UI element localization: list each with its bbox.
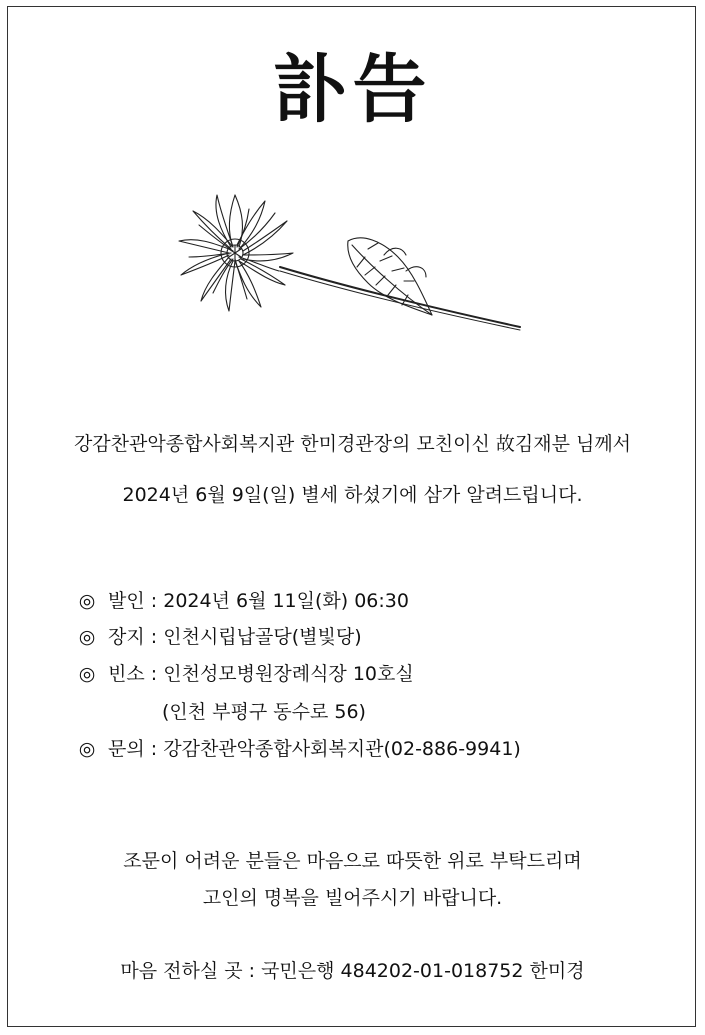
detail-text-mourning-hall: 빈소 : 인천성모병원장례식장 10호실	[108, 663, 414, 685]
detail-text-inquiry: 문의 : 강감찬관악종합사회복지관(02-886-9941)	[108, 738, 521, 760]
detail-row-departure	[72, 588, 409, 614]
detail-text-departure: 발인 : 2024년 6월 11일(화) 06:30	[108, 590, 409, 612]
closing-line-1: 조문이 어려운 분들은 마음으로 따뜻한 위로 부탁드리며	[123, 850, 582, 872]
announcement-line-1: 강감찬관악종합사회복지관 한미경관장의 모친이신 故김재분 님께서	[73, 433, 632, 455]
bullet-mark: ◎	[78, 590, 96, 612]
chrysanthemum-illustration	[170, 175, 530, 340]
detail-row-inquiry	[72, 736, 521, 762]
flower-head-drawing	[179, 195, 293, 311]
page-title: 訃告	[272, 47, 433, 133]
detail-row-mourning-hall	[72, 661, 414, 687]
bullet-mark: ◎	[78, 663, 96, 685]
announcement-text	[0, 432, 705, 507]
closing-line-2: 고인의 명복을 빌어주시기 바랍니다.	[202, 887, 503, 909]
detail-text-mourning-hall-address: (인천 부평구 동수로 56)	[162, 701, 366, 723]
donation-account: 마음 전하실 곳 : 국민은행 484202-01-018752 한미경	[120, 960, 585, 982]
detail-row-burial	[72, 624, 362, 650]
bullet-mark: ◎	[78, 626, 96, 648]
bullet-mark: ◎	[78, 738, 96, 760]
closing-text	[0, 848, 705, 911]
detail-text-burial: 장지 : 인천시립납골당(별빛당)	[108, 626, 362, 648]
announcement-line-2: 2024년 6월 9일(일) 별세 하셨기에 삼가 알려드립니다.	[122, 484, 583, 506]
